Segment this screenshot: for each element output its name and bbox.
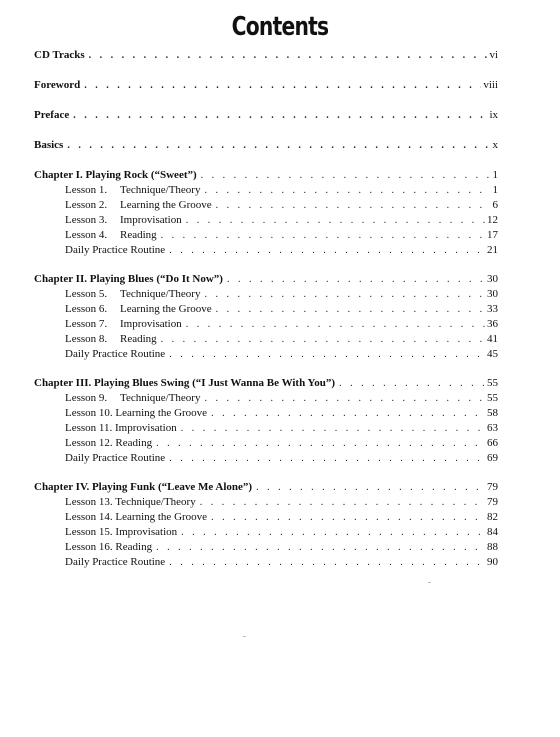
- scan-speck: [428, 582, 431, 583]
- toc-page-number: 66: [487, 437, 498, 449]
- toc-page-number: 84: [487, 526, 498, 538]
- dot-leader: [67, 138, 490, 153]
- chapter-title: Chapter II. Playing Blues (“Do It Now”): [34, 273, 223, 285]
- toc-page-number: 30: [487, 273, 498, 285]
- table-of-contents: [34, 48, 498, 570]
- toc-practice-routine-3[interactable]: [34, 451, 498, 466]
- toc-entry-cd-tracks[interactable]: [34, 48, 498, 63]
- dot-leader: [169, 243, 485, 258]
- toc-lesson-8[interactable]: [34, 332, 498, 347]
- dot-leader: [181, 525, 485, 540]
- lesson-title: Daily Practice Routine: [65, 244, 166, 256]
- toc-page-number: 90: [487, 556, 498, 568]
- toc-entry-label: Preface: [34, 109, 70, 121]
- toc-entry-foreword[interactable]: [34, 78, 498, 93]
- toc-page-number: 17: [487, 229, 498, 241]
- toc-page-number: 63: [487, 422, 498, 434]
- toc-chapter-2[interactable]: [34, 272, 498, 287]
- toc-practice-routine-2[interactable]: [34, 347, 498, 362]
- lesson-title: Reading: [120, 229, 157, 241]
- lesson-title: Technique/Theory: [115, 496, 196, 508]
- lesson-title: Technique/Theory: [120, 184, 201, 196]
- dot-leader: [169, 555, 485, 570]
- dot-leader: [156, 540, 485, 555]
- lesson-number: Lesson 9.: [65, 392, 108, 404]
- toc-chapter-1[interactable]: [34, 168, 498, 183]
- dot-leader: [227, 272, 485, 287]
- lesson-number: Lesson 14.: [65, 511, 113, 523]
- lesson-title: Learning the Groove: [115, 511, 208, 523]
- dot-leader: [216, 198, 491, 213]
- lesson-title: Technique/Theory: [120, 392, 201, 404]
- lesson-title: Improvisation: [120, 214, 182, 226]
- dot-leader: [161, 228, 485, 243]
- scan-speck: [243, 636, 246, 637]
- lesson-number: Lesson 13.: [65, 496, 113, 508]
- dot-leader: [169, 347, 485, 362]
- chapter-title: Chapter I. Playing Rock (“Sweet”): [34, 169, 197, 181]
- toc-page-number: 55: [487, 377, 498, 389]
- lesson-number: Lesson 11.: [65, 422, 113, 434]
- toc-lesson-14[interactable]: [34, 510, 498, 525]
- toc-practice-routine-1[interactable]: [34, 243, 498, 258]
- toc-page-number: viii: [483, 79, 498, 91]
- toc-page-number: 36: [487, 318, 498, 330]
- dot-leader: [211, 406, 485, 421]
- dot-leader: [161, 332, 485, 347]
- dot-leader: [339, 376, 485, 391]
- toc-page-number: 69: [487, 452, 498, 464]
- lesson-number: Lesson 8.: [65, 333, 108, 345]
- toc-lesson-16[interactable]: [34, 540, 498, 555]
- toc-page-number: 79: [487, 481, 498, 493]
- toc-page-number: x: [492, 139, 498, 151]
- chapter-title: Chapter III. Playing Blues Swing (“I Just Wanna Be With You”): [34, 377, 336, 389]
- dot-leader: [256, 480, 485, 495]
- lesson-number: Lesson 3.: [65, 214, 108, 226]
- chapter-title: Chapter IV. Playing Funk (“Leave Me Alone”): [34, 481, 253, 493]
- toc-page-number: 58: [487, 407, 498, 419]
- toc-page-number: 1: [492, 169, 498, 181]
- toc-lesson-4[interactable]: [34, 228, 498, 243]
- lesson-title: Reading: [115, 541, 153, 553]
- toc-lesson-6[interactable]: [34, 302, 498, 317]
- lesson-title: Daily Practice Routine: [65, 452, 166, 464]
- dot-leader: [181, 421, 485, 436]
- toc-entry-label: CD Tracks: [34, 49, 85, 61]
- lesson-title: Reading: [120, 333, 157, 345]
- toc-lesson-5[interactable]: [34, 287, 498, 302]
- dot-leader: [211, 510, 485, 525]
- toc-chapter-3[interactable]: [34, 376, 498, 391]
- lesson-title: Improvisation: [115, 422, 177, 434]
- lesson-number: Lesson 5.: [65, 288, 108, 300]
- dot-leader: [169, 451, 485, 466]
- toc-page-number: 88: [487, 541, 498, 553]
- lesson-number: Lesson 15.: [65, 526, 113, 538]
- dot-leader: [216, 302, 485, 317]
- toc-page-number: 45: [487, 348, 498, 360]
- lesson-number: Lesson 12.: [65, 437, 113, 449]
- toc-page-number: 21: [487, 244, 498, 256]
- toc-lesson-3[interactable]: [34, 213, 498, 228]
- toc-entry-preface[interactable]: [34, 108, 498, 123]
- toc-page-number: 55: [487, 392, 498, 404]
- page-title: Contents: [231, 12, 329, 42]
- lesson-title: Learning the Groove: [120, 303, 212, 315]
- dot-leader: [89, 48, 488, 63]
- toc-lesson-2[interactable]: [34, 198, 498, 213]
- toc-page-number: 41: [487, 333, 498, 345]
- toc-lesson-9[interactable]: [34, 391, 498, 406]
- lesson-number: Lesson 6.: [65, 303, 108, 315]
- lesson-title: Technique/Theory: [120, 288, 201, 300]
- toc-page-number: 79: [487, 496, 498, 508]
- lesson-title: Reading: [115, 437, 153, 449]
- toc-lesson-11[interactable]: [34, 421, 498, 436]
- dot-leader: [200, 495, 485, 510]
- lesson-title: Daily Practice Routine: [65, 556, 166, 568]
- toc-entry-label: Foreword: [34, 79, 81, 91]
- dot-leader: [186, 213, 485, 228]
- toc-page-number: 30: [487, 288, 498, 300]
- dot-leader: [73, 108, 487, 123]
- lesson-title: Improvisation: [115, 526, 178, 538]
- toc-page-number: 33: [487, 303, 498, 315]
- toc-lesson-1[interactable]: [34, 183, 498, 198]
- lesson-number: Lesson 1.: [65, 184, 108, 196]
- lesson-number: Lesson 10.: [65, 407, 113, 419]
- dot-leader: [84, 78, 481, 93]
- toc-entry-label: Basics: [34, 139, 64, 151]
- lesson-title: Learning the Groove: [115, 407, 208, 419]
- dot-leader: [186, 317, 485, 332]
- lesson-number: Lesson 7.: [65, 318, 108, 330]
- toc-page-number: ix: [489, 109, 498, 121]
- toc-lesson-12[interactable]: [34, 436, 498, 451]
- lesson-title: Learning the Groove: [120, 199, 212, 211]
- toc-lesson-15[interactable]: [34, 525, 498, 540]
- lesson-title: Improvisation: [120, 318, 182, 330]
- toc-lesson-10[interactable]: [34, 406, 498, 421]
- toc-practice-routine-4[interactable]: [34, 555, 498, 570]
- dot-leader: [204, 391, 485, 406]
- dot-leader: [204, 183, 490, 198]
- toc-page-number: 12: [487, 214, 498, 226]
- toc-page-number: 82: [487, 511, 498, 523]
- toc-entry-basics[interactable]: [34, 138, 498, 153]
- lesson-number: Lesson 16.: [65, 541, 113, 553]
- dot-leader: [156, 436, 485, 451]
- lesson-title: Daily Practice Routine: [65, 348, 166, 360]
- toc-lesson-7[interactable]: [34, 317, 498, 332]
- toc-page-number: 6: [492, 199, 498, 211]
- dot-leader: [201, 168, 491, 183]
- toc-page-number: vi: [489, 49, 498, 61]
- toc-page-number: 1: [492, 184, 498, 196]
- toc-chapter-4[interactable]: [34, 480, 498, 495]
- lesson-number: Lesson 4.: [65, 229, 108, 241]
- dot-leader: [204, 287, 485, 302]
- toc-lesson-13[interactable]: [34, 495, 498, 510]
- lesson-number: Lesson 2.: [65, 199, 108, 211]
